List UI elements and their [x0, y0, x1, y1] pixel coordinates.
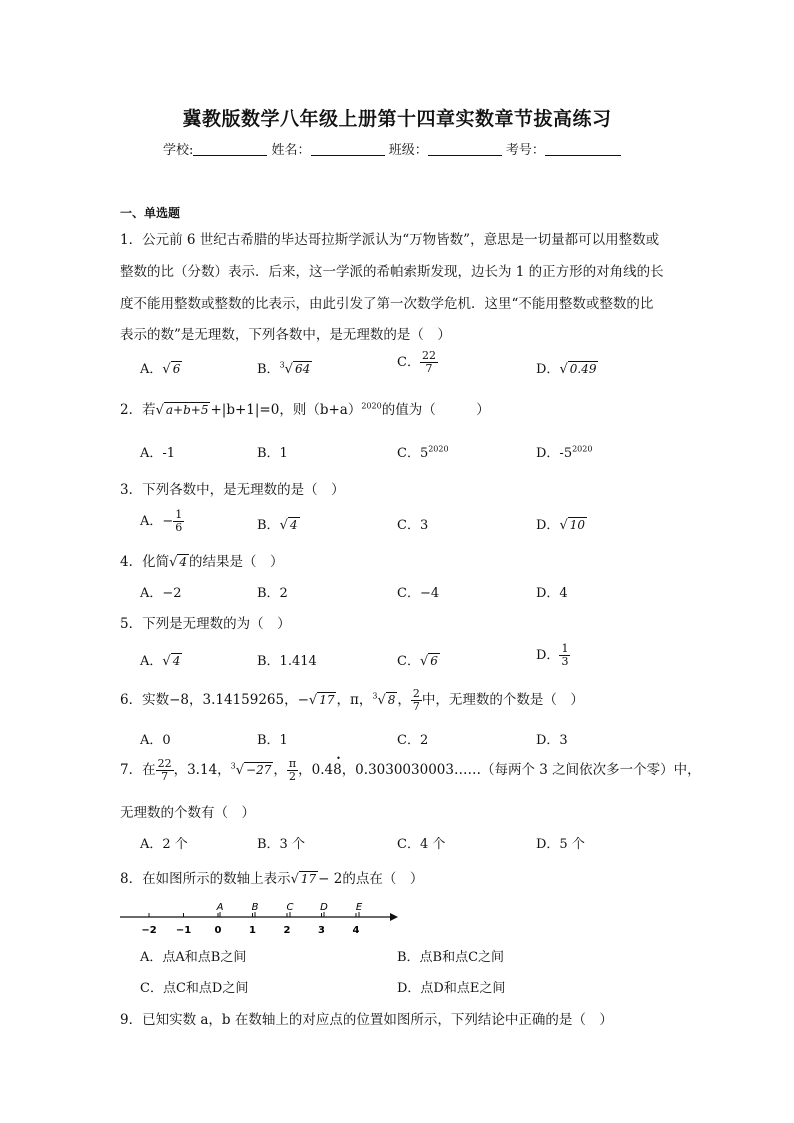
exam-no-label: 考号： [505, 143, 545, 158]
question-text: 7．在 $\frac{22}{7}$ ，3.14，$^3$√ −27 ， $\frac{\pi}{2}$ ，0.48 • ，0.3030030003……（每两个 3 之间依次多一个零）中， [120, 754, 701, 783]
option-c[interactable]: C．4 个 [397, 837, 446, 852]
question-text: 无理数的个数有（ ） [120, 805, 255, 821]
number-line-tick-label: 4 [352, 925, 360, 936]
option-a[interactable]: A．0 [140, 733, 171, 748]
option-a[interactable]: A．−2 [140, 586, 182, 601]
question-text: 1．公元前 6 世纪古希腊的毕达哥拉斯学派认为“万物皆数”，意思是一切量都可以用整数或 [120, 232, 660, 248]
option-a[interactable]: A．-1 [140, 446, 176, 461]
number-line-point-label: B [251, 902, 259, 913]
school-blank[interactable] [193, 143, 267, 156]
number-line-point-label: C [286, 902, 294, 913]
option-a[interactable]: A．点A和点B之间 [140, 950, 247, 965]
option-b[interactable]: B．1.414 [257, 654, 317, 669]
number-line-figure [118, 898, 400, 938]
school-label: 学校: [163, 143, 194, 158]
page-title: 冀教版数学八年级上册第十四章实数章节拔高练习 [182, 108, 612, 130]
class-label: 班级： [388, 143, 428, 158]
question-9-text: 9．已知实数 a，b 在数轴上的对应点的位置如图所示，下列结论中正确的是（ ） [120, 1012, 613, 1028]
option-b[interactable]: B．1 [257, 446, 288, 461]
option-b[interactable]: B．1 [257, 733, 288, 748]
option-c[interactable]: C．−4 [397, 586, 440, 601]
option-d[interactable]: D．√ 0.49 [536, 362, 597, 377]
option-b[interactable]: B．点B和点C之间 [397, 950, 505, 965]
option-c[interactable]: C．3 [397, 518, 429, 533]
option-d[interactable]: D．点D和点E之间 [397, 981, 506, 996]
section-heading: 一、单选题 [120, 206, 181, 220]
number-line-point-label: D [320, 902, 328, 913]
question-text: 3．下列各数中，是无理数的是（ ） [120, 482, 345, 498]
question-text: 5．下列是无理数的为（ ） [120, 616, 291, 632]
number-line-tick-label: 2 [283, 925, 291, 936]
number-line-tick-label: −1 [175, 925, 192, 936]
option-b[interactable]: B．2 [257, 586, 288, 601]
option-d[interactable]: D．√ 10 [536, 518, 586, 533]
option-d[interactable]: D．3 [536, 733, 568, 748]
question-text: 8．在如图所示的数轴上表示√ 17 − 2的点在（ ） [120, 871, 424, 887]
number-line-tick-label: 0 [214, 925, 222, 936]
number-line-point-label: E [355, 902, 363, 913]
option-c[interactable]: C．2 [397, 733, 429, 748]
question-text: 6．实数−8，3.14159265，−√ 17 ，π，$^3$√ 8 ， $\frac{2}{7}$ 中，无理数的个数是（ ） [120, 687, 584, 713]
question-text: 表示的数”是无理数，下列各数中，是无理数的是（ ） [120, 327, 451, 343]
number-line-point-label: A [216, 902, 224, 913]
option-d[interactable]: D．$-5^{2020}$ [536, 444, 593, 461]
exam-no-blank[interactable] [545, 143, 621, 156]
question-text: 4．化简√ 4 的结果是（ ） [120, 554, 284, 570]
option-a[interactable]: A．√ 4 [140, 654, 181, 669]
number-line-tick-label: −2 [141, 925, 157, 936]
number-line-tick-label: 1 [249, 925, 256, 936]
option-c[interactable]: C．点C和点D之间 [140, 981, 249, 996]
name-label: 姓名： [271, 143, 311, 158]
option-c[interactable]: C． $\frac{22}{7}$ [397, 349, 436, 375]
arrow-icon [390, 913, 398, 921]
question-text: 度不能用整数或整数的比表示，由此引发了第一次数学危机．这里“不能用整数或整数的比 [120, 296, 654, 312]
name-blank[interactable] [311, 143, 385, 156]
option-d[interactable]: D．4 [536, 586, 568, 601]
option-b[interactable]: B．3 个 [257, 837, 305, 852]
number-line-tick-label: 3 [318, 925, 325, 936]
option-d[interactable]: D．5 个 [536, 837, 585, 852]
option-a[interactable]: A．2 个 [140, 837, 188, 852]
option-d[interactable]: D． $\frac{1}{3}$ [536, 642, 569, 668]
option-a[interactable]: A．√ 6 [140, 362, 181, 377]
question-text: 2．若√ a+b+5 +|b+1|=0，则$(b+a)^{2020}$的值为（ ） [120, 401, 490, 418]
option-b[interactable]: B．$^3$√ 64 [257, 360, 311, 377]
question-text: 整数的比（分数）表示．后来，这一学派的希帕索斯发现，边长为 1 的正方形的对角线的长 [120, 264, 664, 280]
option-a[interactable]: A．− $\frac{1}{6}$ [140, 508, 183, 534]
student-info-line [163, 139, 621, 158]
class-blank[interactable] [428, 143, 502, 156]
option-c[interactable]: C．√ 6 [397, 654, 438, 669]
option-b[interactable]: B．√ 4 [257, 518, 298, 533]
option-c[interactable]: C．$5^{2020}$ [397, 444, 449, 461]
